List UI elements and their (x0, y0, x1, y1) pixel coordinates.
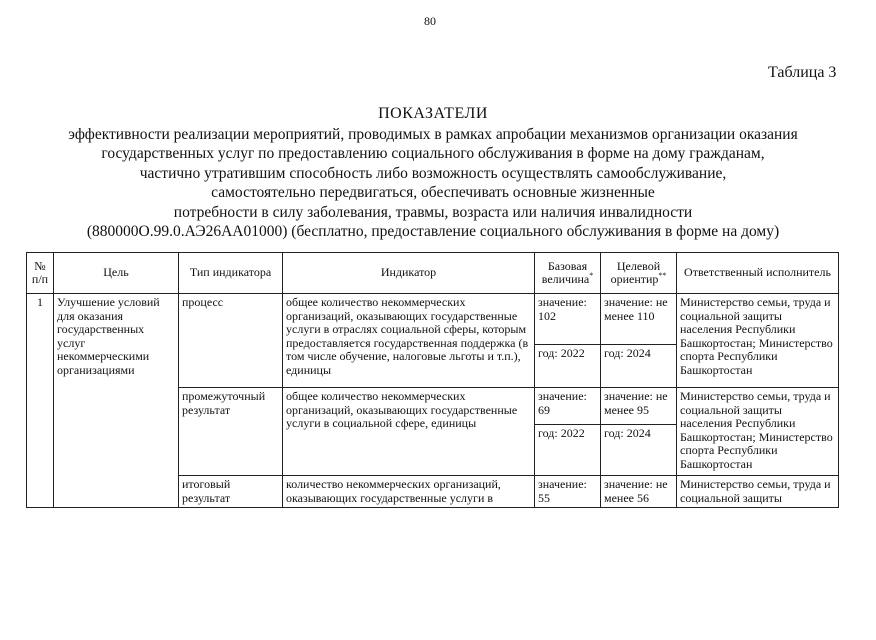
indicator-type: промежуточный результат (179, 388, 283, 476)
base-value: значение: 55 (535, 476, 601, 508)
row-num: 1 (27, 294, 54, 508)
target-value: значение: не менее 95 (601, 388, 677, 425)
indicator-type: процесс (179, 294, 283, 388)
heading-line: потребности в силу заболевания, травмы, возраста или наличия инвалидности (173, 203, 693, 221)
header-responsible: Ответственный исполнитель (677, 253, 839, 294)
indicator-text: общее количество некоммерческих организаций, оказывающих государственные услуги в отраслях социальной сферы, которым предоставляется государственная поддержка (в том числе обучение, налоговые льготы и т.п.), единицы (283, 294, 535, 388)
header-indicator: Индикатор (283, 253, 535, 294)
target-value: значение: не менее 110 (601, 294, 677, 345)
target-year: год: 2024 (601, 345, 677, 388)
header-num: № п/п (27, 253, 54, 294)
heading-title: ПОКАЗАТЕЛИ (378, 105, 488, 122)
indicator-text: количество некоммерческих организаций, оказывающих государственные услуги в (283, 476, 535, 508)
table-label: Таблица 3 (768, 64, 837, 81)
table-row (27, 294, 839, 345)
header-target (601, 253, 677, 294)
target-year: год: 2024 (601, 425, 677, 476)
responsible-executor: Министерство семьи, труда и социальной защиты (677, 476, 839, 508)
base-value: значение: 69 (535, 388, 601, 425)
heading-line: государственных услуг по предоставлению социального обслуживания в форме на дому гражданам, (101, 145, 765, 162)
document-heading (40, 104, 826, 242)
page-number: 80 (424, 14, 436, 28)
base-value: значение: 102 (535, 294, 601, 345)
indicator-text: общее количество некоммерческих организаций, оказывающих государственные услуги в социальной сфере, единицы (283, 388, 535, 476)
indicators-table (26, 252, 839, 508)
heading-line: частично утратившим способность либо возможность осуществлять самообслуживание, (139, 164, 727, 182)
header-indicator-type: Тип индикатора (179, 253, 283, 294)
header-base (535, 253, 601, 294)
table-header-row (27, 253, 839, 294)
indicator-type: итоговый результат (179, 476, 283, 508)
row-goal: Улучшение условий для оказания государственных услуг некоммерческими организациями (54, 294, 179, 508)
header-base-label: Базовая величина (541, 258, 590, 286)
heading-line: эффективности реализации мероприятий, проводимых в рамках апробации механизмов организации оказания (68, 125, 798, 143)
heading-line: (880000О.99.0.АЭ26АА01000) (бесплатно, предоставление социального обслуживания в форме на дому) (86, 223, 780, 240)
base-year: год: 2022 (535, 345, 601, 388)
header-target-footnote-mark: ** (658, 271, 667, 280)
target-value: значение: не менее 56 (601, 476, 677, 508)
header-target-label: Целевой ориентир (610, 258, 661, 286)
responsible-executor: Министерство семьи, труда и социальной защиты населения Республики Башкортостан; Министерство спорта Республики Башкортостан (677, 294, 839, 388)
base-year: год: 2022 (535, 425, 601, 476)
heading-line: самостоятельно передвигаться, обеспечивать основные жизненные (211, 184, 655, 201)
header-base-footnote-mark: * (589, 271, 594, 280)
header-goal: Цель (54, 253, 179, 294)
responsible-executor: Министерство семьи, труда и социальной защиты населения Республики Башкортостан; Министерство спорта Республики Башкортостан (677, 388, 839, 476)
